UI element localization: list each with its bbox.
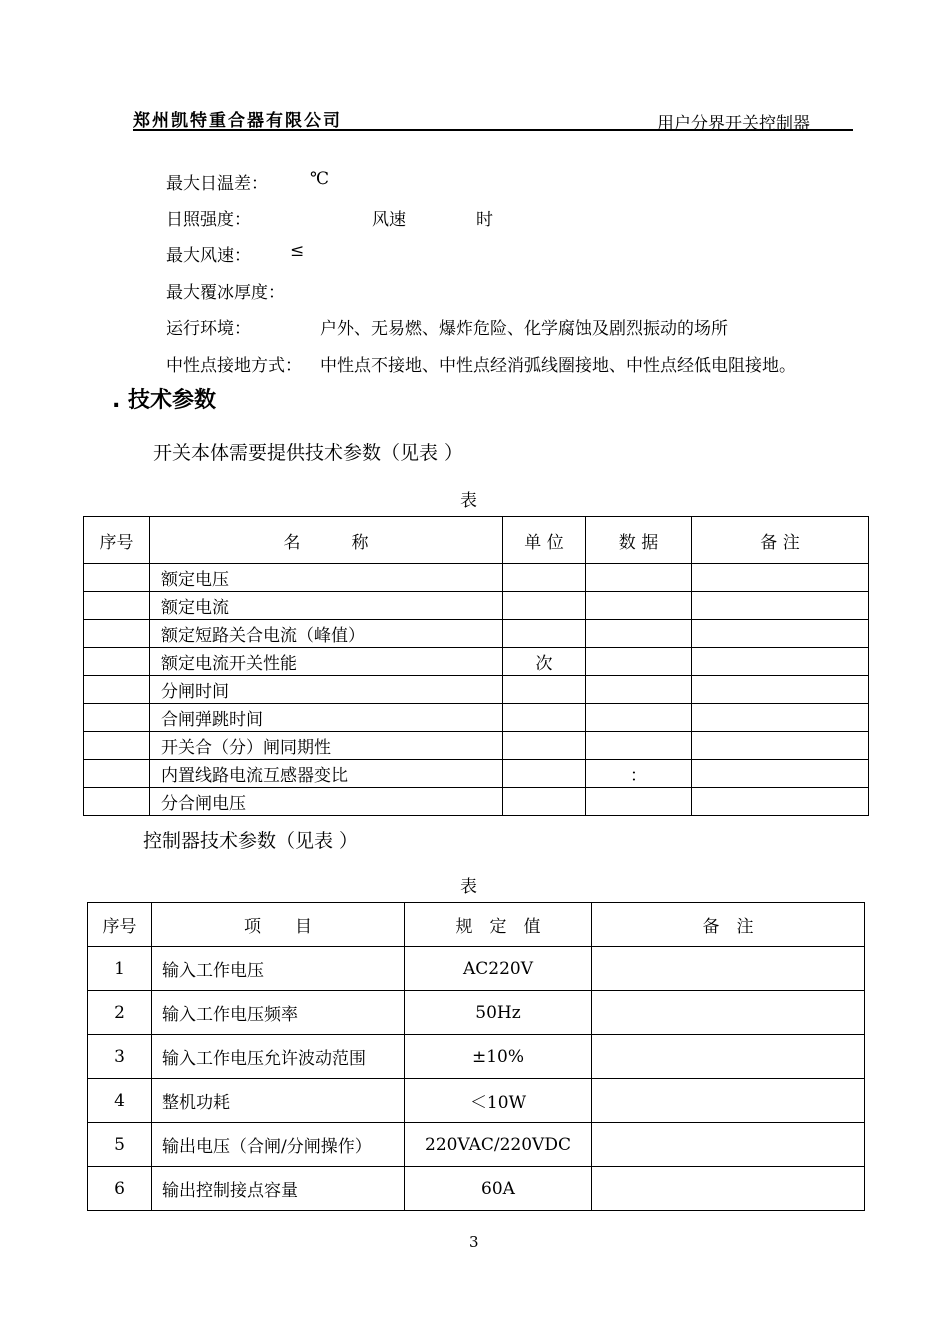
remark-cell xyxy=(592,947,865,991)
condition-solar-intensity-label: 日照强度： xyxy=(166,210,251,230)
table-row xyxy=(84,760,869,788)
seq-cell: 4 xyxy=(88,1079,152,1123)
header-name: 名 称 xyxy=(150,517,503,564)
item-cell: 输入工作电压允许波动范围 xyxy=(152,1035,405,1079)
name-cell: 分闸时间 xyxy=(150,676,503,704)
table-row xyxy=(88,947,865,991)
seq-cell xyxy=(84,732,150,760)
condition-max-daily-temp-diff-label: 最大日温差： xyxy=(166,174,268,194)
unit-cell xyxy=(503,760,586,788)
seq-cell xyxy=(84,592,150,620)
value-cell: 60A xyxy=(405,1167,592,1211)
value-cell: 50Hz xyxy=(405,991,592,1035)
name-cell: 额定电压 xyxy=(150,564,503,592)
table-row xyxy=(84,704,869,732)
condition-neutral-grounding-label: 中性点接地方式： xyxy=(166,356,302,376)
table2-intro: 控制器技术参数（见表 ） xyxy=(143,830,359,852)
remark-cell xyxy=(692,760,869,788)
table1-caption: 表 xyxy=(460,491,477,511)
table-row xyxy=(84,648,869,676)
data-cell xyxy=(586,620,692,648)
company-name: 郑州凯特重合器有限公司 xyxy=(133,111,342,131)
header-spec-value: 规 定 值 xyxy=(405,903,592,947)
remark-cell xyxy=(592,1123,865,1167)
name-cell: 额定电流开关性能 xyxy=(150,648,503,676)
remark-cell xyxy=(692,704,869,732)
value-cell: 220VAC/220VDC xyxy=(405,1123,592,1167)
remark-cell xyxy=(592,1167,865,1211)
table1-intro: 开关本体需要提供技术参数（见表 ） xyxy=(153,442,464,464)
condition-solar-time-label: 时 xyxy=(476,210,493,230)
table-row xyxy=(88,1167,865,1211)
seq-cell xyxy=(84,788,150,816)
unit-cell xyxy=(503,564,586,592)
item-cell: 输入工作电压 xyxy=(152,947,405,991)
seq-cell xyxy=(84,760,150,788)
header-item: 项 目 xyxy=(152,903,405,947)
table-row xyxy=(88,1123,865,1167)
table-row xyxy=(84,676,869,704)
condition-max-daily-temp-diff-value: ℃ xyxy=(310,169,330,189)
product-name: 用户分界开关控制器 xyxy=(657,114,810,134)
page-number: 3 xyxy=(469,1233,479,1251)
seq-cell xyxy=(84,620,150,648)
data-cell xyxy=(586,564,692,592)
item-cell: 整机功耗 xyxy=(152,1079,405,1123)
data-cell xyxy=(586,704,692,732)
seq-cell xyxy=(84,648,150,676)
condition-solar-wind-label: 风速 xyxy=(372,210,406,230)
data-cell xyxy=(586,788,692,816)
data-cell: ： xyxy=(586,760,692,788)
data-cell xyxy=(586,732,692,760)
seq-cell xyxy=(84,704,150,732)
condition-neutral-grounding-value: 中性点不接地、中性点经消弧线圈接地、中性点经低电阻接地。 xyxy=(320,356,796,376)
table-row xyxy=(88,991,865,1035)
remark-cell xyxy=(692,788,869,816)
data-cell xyxy=(586,676,692,704)
name-cell: 合闸弹跳时间 xyxy=(150,704,503,732)
seq-cell: 3 xyxy=(88,1035,152,1079)
seq-cell xyxy=(84,676,150,704)
header-seq: 序号 xyxy=(84,517,150,564)
controller-parameters-table xyxy=(87,902,865,1211)
header-data: 数 据 xyxy=(586,517,692,564)
data-cell xyxy=(586,592,692,620)
unit-cell xyxy=(503,788,586,816)
value-cell: ＜10W xyxy=(405,1079,592,1123)
table-row xyxy=(88,1035,865,1079)
condition-environment-label: 运行环境： xyxy=(166,319,251,339)
remark-cell xyxy=(692,648,869,676)
name-cell: 额定短路关合电流（峰值） xyxy=(150,620,503,648)
remark-cell xyxy=(692,592,869,620)
item-cell: 输入工作电压频率 xyxy=(152,991,405,1035)
name-cell: 额定电流 xyxy=(150,592,503,620)
header-rule xyxy=(133,129,853,131)
remark-cell xyxy=(692,620,869,648)
remark-cell xyxy=(692,676,869,704)
remark-cell xyxy=(592,991,865,1035)
seq-cell xyxy=(84,564,150,592)
header-remark: 备 注 xyxy=(592,903,865,947)
name-cell: 内置线路电流互感器变比 xyxy=(150,760,503,788)
switch-parameters-table xyxy=(83,516,869,816)
value-cell: ±10% xyxy=(405,1035,592,1079)
table-row xyxy=(88,1079,865,1123)
table-header-row xyxy=(88,903,865,947)
unit-cell xyxy=(503,732,586,760)
table-header-row xyxy=(84,517,869,564)
table2-caption: 表 xyxy=(460,877,477,897)
condition-max-ice-label: 最大覆冰厚度： xyxy=(166,283,285,303)
table-row xyxy=(84,564,869,592)
item-cell: 输出电压（合闸/分闸操作） xyxy=(152,1123,405,1167)
unit-cell xyxy=(503,592,586,620)
seq-cell: 6 xyxy=(88,1167,152,1211)
seq-cell: 2 xyxy=(88,991,152,1035)
unit-cell xyxy=(503,704,586,732)
unit-cell xyxy=(503,620,586,648)
value-cell: AC220V xyxy=(405,947,592,991)
item-cell: 输出控制接点容量 xyxy=(152,1167,405,1211)
remark-cell xyxy=(692,732,869,760)
condition-max-wind-value: ≤ xyxy=(290,241,305,261)
unit-cell: 次 xyxy=(503,648,586,676)
table-row xyxy=(84,788,869,816)
table-row xyxy=(84,592,869,620)
name-cell: 开关合（分）闸同期性 xyxy=(150,732,503,760)
header-unit: 单 位 xyxy=(503,517,586,564)
table-row xyxy=(84,620,869,648)
condition-max-wind-label: 最大风速： xyxy=(166,246,251,266)
data-cell xyxy=(586,648,692,676)
remark-cell xyxy=(592,1079,865,1123)
unit-cell xyxy=(503,676,586,704)
seq-cell: 5 xyxy=(88,1123,152,1167)
remark-cell xyxy=(692,564,869,592)
condition-environment-value: 户外、无易燃、爆炸危险、化学腐蚀及剧烈振动的场所 xyxy=(320,319,728,339)
section-title: . 技术参数 xyxy=(112,388,217,413)
name-cell: 分合闸电压 xyxy=(150,788,503,816)
seq-cell: 1 xyxy=(88,947,152,991)
remark-cell xyxy=(592,1035,865,1079)
header-seq: 序号 xyxy=(88,903,152,947)
header-remark: 备 注 xyxy=(692,517,869,564)
table-row xyxy=(84,732,869,760)
